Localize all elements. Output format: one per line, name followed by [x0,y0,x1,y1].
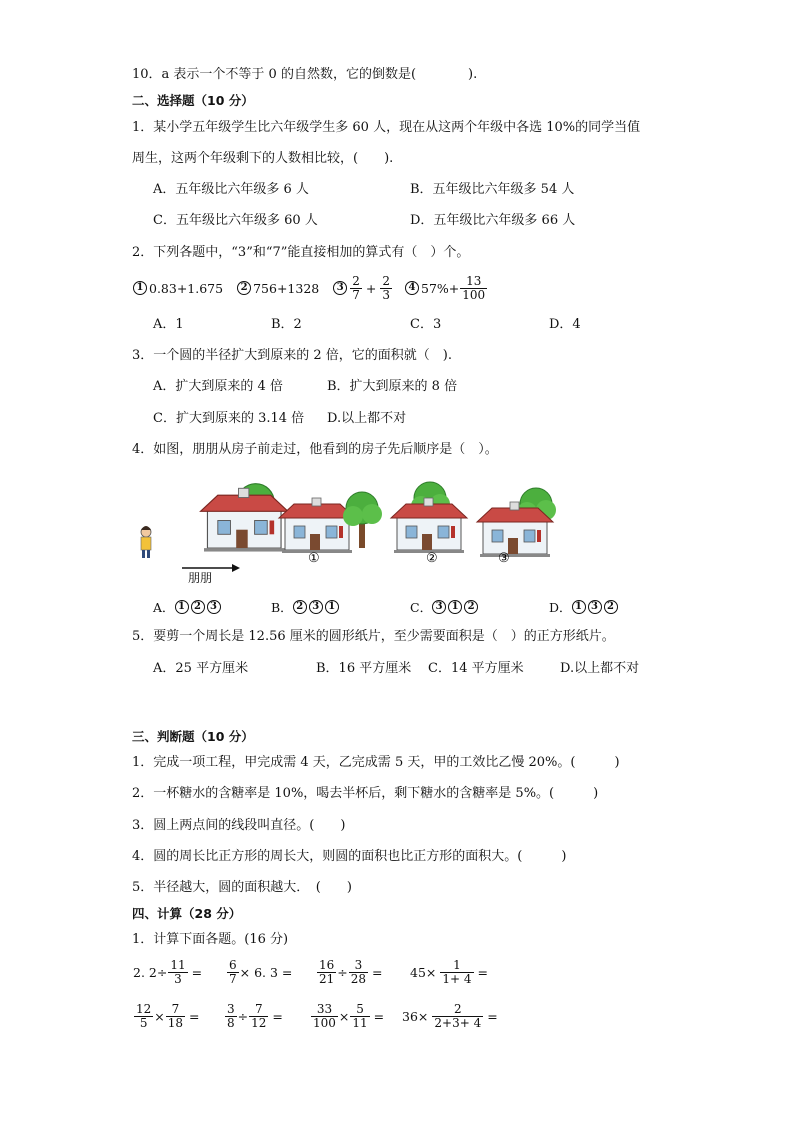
option-b: B．五年级比六年级多 54 人 [410,182,575,197]
q2-3-text: 3．一个圆的半径扩大到原来的 2 倍，它的面积就（ ). [132,348,453,363]
q2-2-expressions [133,272,488,304]
judge-item: 5．半径越大，圆的面积越大． ( ) [132,880,352,895]
calc-sub-title: 1．计算下面各题。(16 分) [132,932,289,947]
circled-number: 2 [237,281,251,295]
fraction: $\frac{2}{7}$ [352,273,360,302]
q2-5-text: 5．要剪一个周长是 12.56 厘米的圆形纸片，至少需要面积是（ ）的正方形纸片。 [132,629,615,644]
circled-number: 1 [133,281,147,295]
option-c: C．3 [410,317,442,332]
judge-item: 2．一杯糖水的含糖率是 10%，喝去半杯后，剩下糖水的含糖率是 5%。( ) [132,786,599,801]
house-3 [477,488,556,557]
q2-2-text: 2．下列各题中，“3”和“7”能直接相加的算式有（ ）个。 [132,245,470,260]
option-a: A． 1 2 3 [153,598,223,616]
circled-number: 4 [405,281,419,295]
operator: + [365,280,377,296]
option-a: A．1 [153,317,184,332]
option-c: C．扩大到原来的 3.14 倍 [153,411,305,426]
section-4-title: 四、计算（28 分） [132,906,242,921]
option-d: D． 1 3 2 [549,598,620,616]
option-a: A．25 平方厘米 [153,661,249,676]
label-1: ① [308,551,320,566]
q2-1-line2: 周生，这两个年级剩下的人数相比较，( ). [132,151,394,166]
person-icon [141,526,151,558]
judge-item: 1．完成一项工程，甲完成需 4 天，乙完成需 5 天，甲的工效比乙慢 20%。( ) [132,755,620,770]
judge-item: 4．圆的周长比正方形的周长大，则圆的面积也比正方形的面积大。( ) [132,849,567,864]
arrow-head-icon [232,564,240,572]
option-b: B．扩大到原来的 8 倍 [327,379,458,394]
calc-2b: $\frac{3}{8}$ ÷ $\frac{7}{12}$ = [227,1001,283,1030]
house-2 [391,482,467,553]
expression: 756+1328 [253,280,320,296]
question-10: 10．a 表示一个不等于 0 的自然数，它的倒数是( ). [132,67,478,82]
option-d: D.以上都不对 [560,661,640,676]
circled-number: 3 [333,281,347,295]
house-main [201,484,288,552]
fraction: $\frac{2}{3}$ [382,273,391,302]
option-a: A．扩大到原来的 4 倍 [153,379,283,394]
calc-1b: $\frac{6}{7}$ × 6. 3 = [229,957,293,986]
calc-1a: 2. 2÷ $\frac{11}{3}$ = [133,957,203,986]
option-b: B．16 平方厘米 [316,661,412,676]
option-d: D.以上都不对 [327,411,407,426]
option-c: C．五年级比六年级多 60 人 [153,213,318,228]
walker-label: 朋朋 [188,571,213,585]
calc-1c: $\frac{16}{21}$ ÷ $\frac{3}{28}$ = [319,957,383,986]
section-3-title: 三、判断题（10 分） [132,729,254,744]
label-3: ③ [498,551,510,566]
calc-2c: $\frac{33}{100}$ × $\frac{5}{11}$ = [313,1001,385,1030]
fraction: $\frac{13}{100}$ [462,273,486,302]
option-b: B． 2 3 1 [271,598,341,616]
calc-1d: 45× $\frac{1}{1+ 4}$ = [410,957,489,986]
expression: 57%+ [421,280,460,296]
section-2-title: 二、选择题（10 分） [132,93,254,108]
option-b: B．2 [271,317,302,332]
expression: 0.83+1.675 [149,280,224,296]
option-d: D．五年级比六年级多 66 人 [410,213,576,228]
q2-1-line1: 1．某小学五年级学生比六年级学生多 60 人，现在从这两个年级中各选 10%的同学当值 [132,120,641,135]
houses-figure [132,470,562,586]
option-d: D．4 [549,317,581,332]
calc-2d: 36× $\frac{2}{2+3+ 4}$ = [402,1001,498,1030]
option-a: A．五年级比六年级多 6 人 [153,182,309,197]
calc-2a: $\frac{12}{5}$ × $\frac{7}{18}$ = [136,1001,200,1030]
option-c: C． 3 1 2 [410,598,480,616]
option-c: C．14 平方厘米 [428,661,524,676]
q2-4-text: 4．如图，朋朋从房子前走过，他看到的房子先后顺序是（ ）。 [132,442,498,457]
house-1 [279,492,382,553]
label-2: ② [426,551,438,566]
judge-item: 3．圆上两点间的线段叫直径。( ) [132,818,346,833]
